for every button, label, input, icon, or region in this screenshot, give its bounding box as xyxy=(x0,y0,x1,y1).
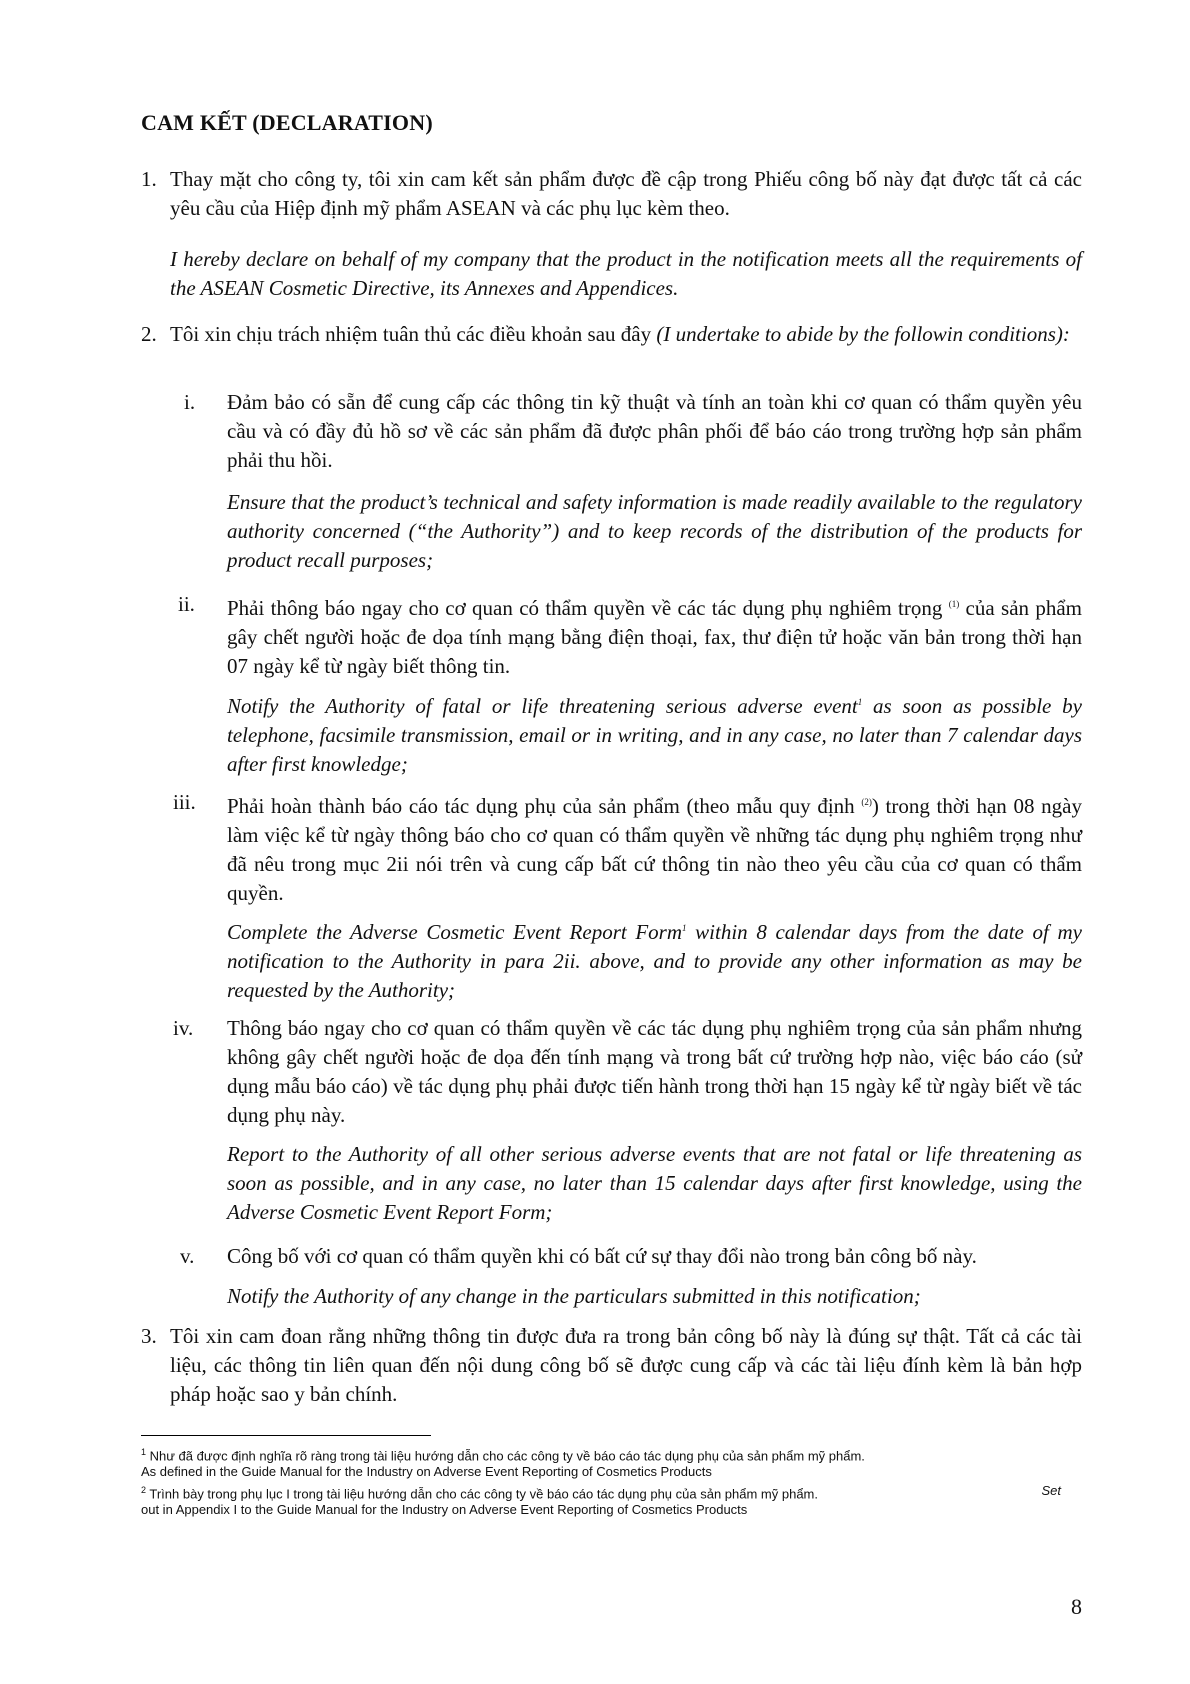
footnote-1-en: As defined in the Guide Manual for the Industry on Adverse Event Reporting of Cosmetics Products xyxy=(141,1464,712,1479)
footnote-1-mark: 1 xyxy=(141,1447,147,1457)
sub-iii-en xyxy=(227,914,1082,1005)
footnote-2-en: out in Appendix I to the Guide Manual for the Industry on Adverse Event Reporting of Cosmetics Products xyxy=(141,1502,748,1517)
sub-v-vn: Công bố với cơ quan có thẩm quyền khi có bất cứ sự thay đổi nào trong bản công bố này. xyxy=(227,1244,977,1268)
item-3-vn: Tôi xin cam đoan rằng những thông tin được đưa ra trong bản công bố này là đúng sự thật. Tất cả các tài liệu, các thông tin liên quan đến nội dung công bố sẽ được cung cấp và các tài liệu đính kèm là bản hợp pháp hoặc sao y bản chính. xyxy=(170,1324,1082,1406)
sub-i-en: Ensure that the product’s technical and safety information is made readily available to the regulatory authority concerned (“the Authority”) and to keep records of the distribution of the products for product recall purposes; xyxy=(227,490,1082,572)
item-2-text xyxy=(170,320,1082,349)
sub-i-vn: Đảm bảo có sẵn để cung cấp các thông tin kỹ thuật và tính an toàn khi cơ quan có thẩm quyền yêu cầu và có đầy đủ hồ sơ về các sản phẩm đã được phân phối để báo cáo trong trường hợp sản phẩm phải thu hồi. xyxy=(227,390,1082,472)
page-title: CAM KẾT (DECLARATION) xyxy=(141,110,433,135)
footnote-ref-1: (1) xyxy=(948,599,960,609)
footnote-2-mark: 2 xyxy=(141,1485,147,1495)
item-1-en: I hereby declare on behalf of my company that the product in the notification meets all the requirements of the ASEAN Cosmetic Directive, its Annexes and Appendices. xyxy=(170,247,1082,300)
item-3-number: 3. xyxy=(141,1324,157,1348)
sub-ii-number: ii. xyxy=(178,592,195,616)
item-1-number: 1. xyxy=(141,167,157,191)
footnote-divider xyxy=(141,1435,431,1436)
sub-iii-vn-part-b: ) trong thời hạn 08 ngày làm việc kể từ ngày thông báo cho cơ quan có thẩm quyền về những tác dụng phụ nghiêm trọng như đã nêu trong mục 2ii nói trên và cung cấp bất cứ thông tin nào theo yêu cầu của cơ quan có thẩm quyền. xyxy=(227,794,1082,905)
footnote-ref-1-en-b: 1 xyxy=(682,923,687,933)
footnote-ref-2: (2) xyxy=(861,797,872,807)
sub-ii-vn-part-b: của sản phẩm gây chết người hoặc đe dọa tính mạng bằng điện thoại, fax, thư điện tử hoặc văn bản trong thời hạn 07 ngày kể từ ngày biết thông tin. xyxy=(227,596,1083,678)
sub-v-en: Notify the Authority of any change in the particulars submitted in this notification; xyxy=(227,1284,921,1308)
footnote-ref-1-en: 1 xyxy=(857,697,863,707)
sub-iii-en-part-b: within 8 calendar days from the date of my notification to the Authority in para 2ii. above, and to provide any other information as may be requested by the Authority; xyxy=(227,920,1082,1002)
sub-ii-en xyxy=(227,688,1082,779)
sub-iii-vn-part-a: Phải hoàn thành báo cáo tác dụng phụ của sản phẩm (theo mẫu quy định xyxy=(227,794,862,818)
footnote-2-vn: Trình bày trong phụ lục I trong tài liệu hướng dẫn cho các công ty về báo cáo tác dụng phụ của sản phẩm mỹ phẩm. xyxy=(146,1486,818,1502)
item-2-vn: Tôi xin chịu trách nhiệm tuân thủ các điều khoản sau đây xyxy=(170,322,657,346)
sub-iv-vn: Thông báo ngay cho cơ quan có thẩm quyền về các tác dụng phụ nghiêm trọng của sản phẩm nhưng không gây chết người hoặc đe dọa đến tính mạng và trong bất cứ trường hợp nào, việc báo cáo (sử dụng mẫu báo cáo) về tác dụng phụ phải được tiến hành trong thời hạn 15 ngày kể từ ngày biết về tác dụng phụ này. xyxy=(227,1016,1082,1127)
sub-ii-vn xyxy=(227,590,1082,681)
item-2-number: 2. xyxy=(141,322,157,346)
sub-ii-en-part-b: as soon as possible by telephone, facsimile transmission, email or in writing, and in any case, no later than 7 calendar days after first knowledge; xyxy=(227,694,1082,776)
sub-ii-vn-part-a: Phải thông báo ngay cho cơ quan có thẩm quyền về các tác dụng phụ nghiêm trọng xyxy=(227,596,949,620)
sub-iii-en-part-a: Complete the Adverse Cosmetic Event Report Form xyxy=(227,920,683,944)
sub-iv-number: iv. xyxy=(173,1016,194,1040)
footnote-2-en-start: Set xyxy=(1041,1483,1061,1498)
sub-iv-en: Report to the Authority of all other serious adverse events that are not fatal or life threatening as soon as possible, and in any case, no later than 15 calendar days after first knowledge, using the Adverse Cosmetic Event Report Form; xyxy=(227,1142,1082,1224)
page-number: 8 xyxy=(1071,1594,1082,1619)
sub-ii-en-part-a: Notify the Authority of fatal or life threatening serious adverse event xyxy=(227,694,858,718)
sub-v-number: v. xyxy=(180,1244,195,1268)
item-2-en: (I undertake to abide by the followin conditions): xyxy=(656,322,1070,346)
sub-iii-vn xyxy=(227,788,1082,908)
sub-iii-number: iii. xyxy=(173,790,196,814)
sub-i-number: i. xyxy=(184,390,196,414)
item-1-vn: Thay mặt cho công ty, tôi xin cam kết sản phẩm được đề cập trong Phiếu công bố này đạt được tất cả các yêu cầu của Hiệp định mỹ phẩm ASEAN và các phụ lục kèm theo. xyxy=(170,167,1082,220)
footnote-1-vn: Như đã được định nghĩa rõ ràng trong tài liệu hướng dẫn cho các công ty về báo cáo tác dụng phụ của sản phẩm mỹ phẩm. xyxy=(146,1448,865,1464)
